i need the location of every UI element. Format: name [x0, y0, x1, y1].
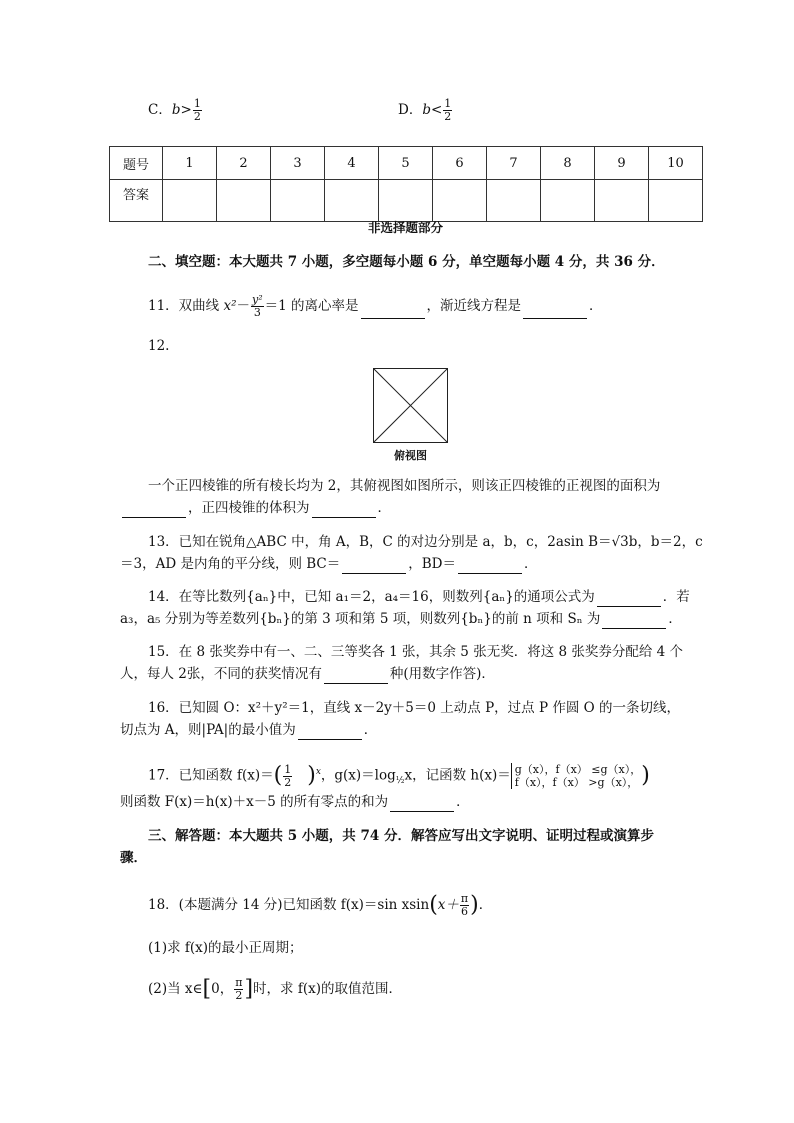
question-number-cell: 6	[433, 147, 487, 180]
question-17-line1: 17．已知函数 f(x)＝( $\frac{1}{2}$ )$^x$，$g(x)=\log_{\frac{1}{2}}x$，记函数 h(x)＝ g（x），f（x） ≤g（x）， f（x），f（x） >g（x）， )	[148, 762, 650, 789]
answer-cell[interactable]	[217, 180, 271, 222]
question-12-line2: ，正四棱锥的体积为 ．	[120, 498, 391, 518]
option-c: C．b> $\frac{1}{2}$	[148, 97, 201, 123]
answer-cell[interactable]	[595, 180, 649, 222]
question-number-cell: 5	[379, 147, 433, 180]
answer-blank[interactable]	[312, 503, 376, 518]
section3-heading-line2: 骤．	[120, 850, 147, 866]
question-16-line1: 16．已知圆 O：x²＋y²＝1，直线 x－2y＋5＝0 上动点 P，过点 P 作圆 O 的一条切线，	[148, 700, 680, 716]
section-nonchoice-title: 非选择题部分	[368, 220, 444, 235]
question-number-cell: 4	[325, 147, 379, 180]
question-number-label: 题号	[110, 147, 163, 180]
top-view-figure	[373, 368, 448, 443]
question-15-line2: 人，每人 2张，不同的获奖情况有 种(用数字作答)．	[120, 666, 495, 682]
question-16-line2: 切点为 A，则|PA|的最小值为 ．	[120, 722, 378, 738]
question-number-cell: 1	[163, 147, 217, 180]
question-18-part1: (1)求 f(x)的最小正周期；	[148, 940, 303, 956]
question-13-line2: ＝3，AD 是内角的平分线，则 BC＝ ，BD＝ ．	[120, 556, 538, 572]
answer-table	[109, 146, 703, 222]
answer-blank[interactable]	[324, 669, 388, 684]
question-18-part2: (2)当 x∈[0， $\frac{\pi}{2}$ ]时，求 f(x)的取值范围．	[148, 976, 402, 1002]
answer-blank[interactable]	[602, 614, 666, 629]
question-number-cell: 2	[217, 147, 271, 180]
answer-blank[interactable]	[597, 592, 661, 607]
question-11: 11．双曲线 x²－ $\frac{\text{y²}}{3}$ ＝1 的离心率是 ，渐近线方程是 ．	[148, 293, 603, 319]
answer-cell[interactable]	[649, 180, 703, 222]
question-number-cell: 7	[487, 147, 541, 180]
question-number-cell: 9	[595, 147, 649, 180]
question-12-number: 12.	[148, 338, 170, 354]
option-d: D．b< $\frac{1}{2}$	[398, 97, 452, 123]
question-15-line1: 15．在 8 张奖券中有一、二、三等奖各 1 张，其余 5 张无奖．将这 8 张奖券分配给 4 个	[148, 644, 684, 660]
question-14-line1: 14．在等比数列{aₙ}中，已知 a₁＝2，a₄＝16，则数列{aₙ}的通项公式为 ．若	[148, 589, 690, 605]
answer-cell[interactable]	[163, 180, 217, 222]
answer-cell[interactable]	[433, 180, 487, 222]
answer-cell[interactable]	[487, 180, 541, 222]
figure-caption: 俯视图	[394, 449, 427, 462]
answer-blank[interactable]	[390, 797, 454, 812]
question-12-line1: 一个正四棱锥的所有棱长均为 2，其俯视图如图所示，则该正四棱锥的正视图的面积为	[148, 478, 661, 494]
answer-cell[interactable]	[271, 180, 325, 222]
question-number-cell: 3	[271, 147, 325, 180]
answer-blank[interactable]	[342, 559, 406, 574]
question-number-cell: 10	[649, 147, 703, 180]
answer-cell[interactable]	[325, 180, 379, 222]
answer-blank[interactable]	[298, 725, 362, 740]
question-13-line1: 13．已知在锐角△ABC 中，角 A，B，C 的对边分别是 a，b，c，2asin B＝√3b，b＝2，c	[148, 534, 703, 550]
answer-blank[interactable]	[361, 304, 425, 319]
answer-cell[interactable]	[379, 180, 433, 222]
question-14-line2: a₃，a₅ 分别为等差数列{bₙ}的第 3 项和第 5 项，则数列{bₙ}的前 n 项和 Sₙ 为 ．	[120, 611, 682, 627]
question-17-line2: 则函数 F(x)＝h(x)＋x－5 的所有零点的和为 ．	[120, 794, 470, 810]
answer-cell[interactable]	[541, 180, 595, 222]
section3-heading-line1: 三、解答题：本大题共 5 小题，共 74 分．解答应写出文字说明、证明过程或演算步	[148, 828, 654, 844]
answer-blank[interactable]	[122, 503, 186, 518]
answer-blank[interactable]	[458, 559, 522, 574]
answer-blank[interactable]	[523, 304, 587, 319]
question-number-cell: 8	[541, 147, 595, 180]
answer-label: 答案	[110, 180, 163, 222]
question-18-intro: 18．(本题满分 14 分)已知函数 f(x)＝sin xsin(x＋ $\frac{\pi}{6}$ )．	[148, 892, 493, 918]
section2-heading: 二、填空题：本大题共 7 小题，多空题每小题 6 分，单空题每小题 4 分，共 36 分．	[148, 254, 665, 270]
